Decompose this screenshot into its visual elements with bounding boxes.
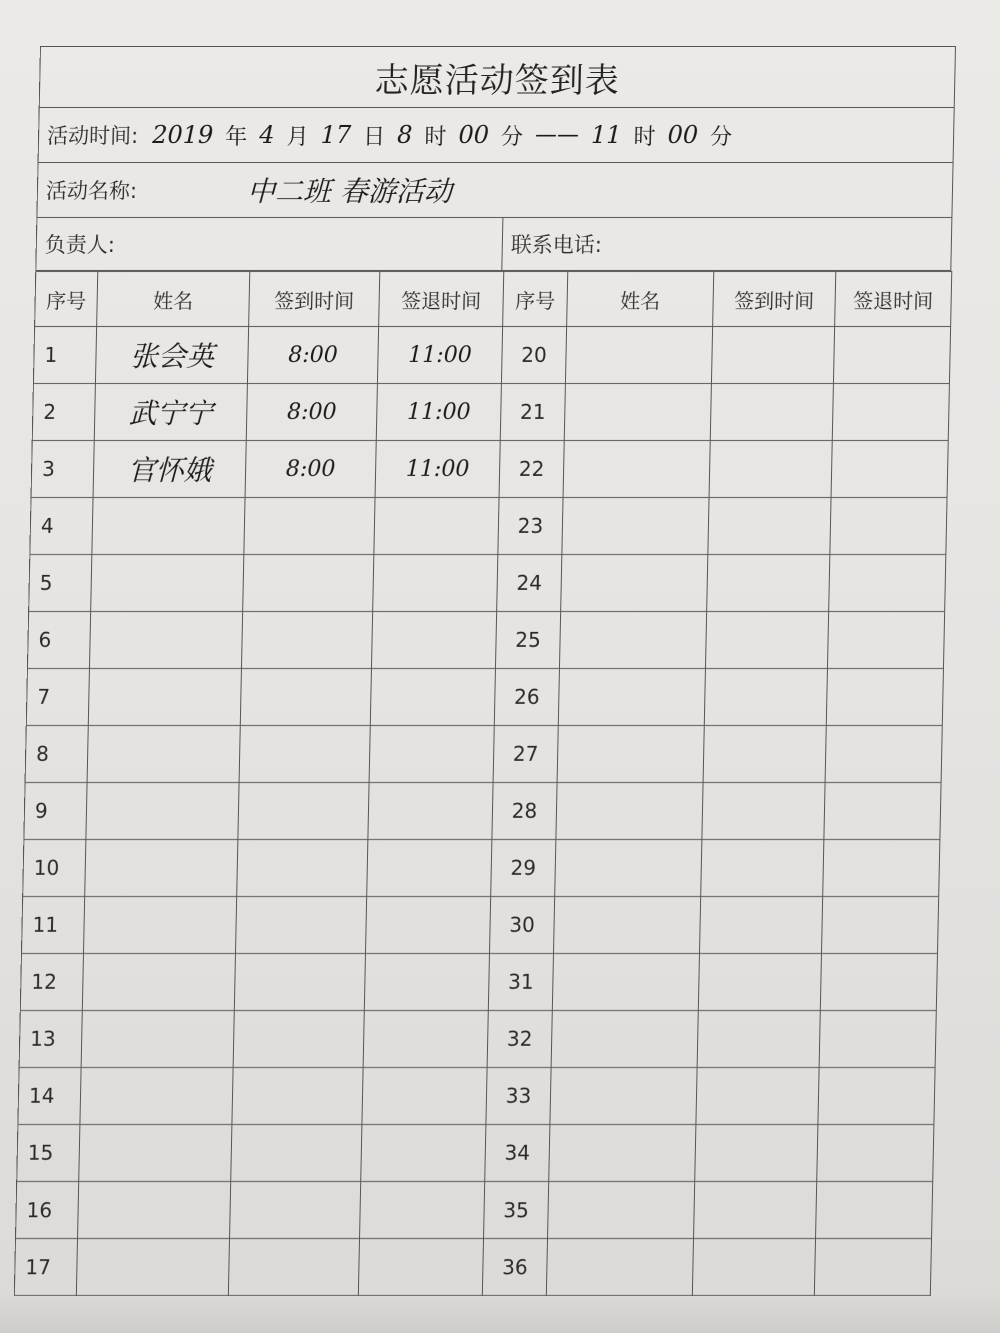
header-left-signin: 签到时间 [249, 272, 380, 327]
right-signout-time [816, 1182, 933, 1239]
sign-in-table [14, 271, 952, 1296]
right-volunteer-name [555, 840, 702, 897]
volunteer-name [80, 1068, 233, 1125]
table-row [23, 840, 940, 897]
table-row [33, 327, 950, 384]
signin-time [235, 897, 366, 954]
table-row [30, 498, 947, 555]
activity-name-value: 中二班 春游活动 [246, 175, 453, 208]
right-signout-time [823, 840, 940, 897]
right-signin-time [711, 327, 834, 384]
right-volunteer-name [562, 498, 709, 555]
right-signout-time [827, 612, 944, 669]
right-signout-time [821, 897, 938, 954]
volunteer-name [81, 1011, 234, 1068]
month-value: 4 [259, 121, 275, 149]
year-unit: 年 [224, 124, 248, 150]
signout-time [365, 897, 490, 954]
left-row-number: 17 [14, 1239, 77, 1296]
volunteer-name [83, 897, 236, 954]
right-signout-time [826, 669, 943, 726]
right-volunteer-name [557, 726, 704, 783]
right-volunteer-name [563, 441, 710, 498]
left-row-number: 2 [32, 384, 95, 441]
right-signin-time [702, 783, 825, 840]
right-row-number: 29 [491, 840, 556, 897]
signin-time: 8:00 [246, 384, 377, 441]
left-row-number: 7 [26, 669, 89, 726]
table-row [31, 441, 948, 498]
signin-time [228, 1239, 359, 1296]
signin-time [244, 498, 375, 555]
right-signin-time [704, 669, 827, 726]
table-row [24, 783, 941, 840]
left-row-number: 14 [18, 1068, 81, 1125]
right-row-number: 34 [485, 1125, 550, 1182]
right-volunteer-name [546, 1239, 693, 1296]
right-volunteer-name [556, 783, 703, 840]
right-volunteer-name [558, 669, 705, 726]
volunteer-name [92, 498, 245, 555]
volunteer-name [87, 726, 240, 783]
start-min-unit: 分 [500, 124, 524, 150]
left-row-number: 13 [19, 1011, 82, 1068]
right-row-number: 27 [493, 726, 558, 783]
signout-time [369, 726, 494, 783]
left-row-number: 10 [23, 840, 86, 897]
activity-time-row [38, 108, 955, 163]
signin-time: 8:00 [245, 441, 376, 498]
table-row [16, 1182, 933, 1239]
left-row-number: 11 [21, 897, 84, 954]
volunteer-name: 张会英 [95, 327, 248, 384]
right-row-number: 35 [484, 1182, 549, 1239]
signin-time [237, 840, 368, 897]
activity-time-value [152, 120, 733, 151]
right-row-number: 21 [500, 384, 565, 441]
signin-time [241, 612, 372, 669]
right-signout-time [819, 1011, 936, 1068]
right-volunteer-name [549, 1125, 696, 1182]
right-signin-time [699, 897, 822, 954]
signout-time [363, 1011, 488, 1068]
volunteer-name: 武宁宁 [94, 384, 247, 441]
sheet-title: 志愿活动签到表 [39, 46, 956, 108]
day-value: 17 [320, 121, 352, 149]
signout-time [362, 1068, 487, 1125]
table-row [25, 726, 942, 783]
volunteer-name [89, 612, 242, 669]
signout-time: 11:00 [377, 327, 502, 384]
right-row-number: 30 [489, 897, 554, 954]
signin-time: 8:00 [247, 327, 378, 384]
signout-time [360, 1182, 485, 1239]
signin-time [238, 783, 369, 840]
contact-row [35, 218, 952, 271]
right-signout-time [814, 1239, 931, 1296]
signout-time [371, 612, 496, 669]
page-shadow [0, 1293, 1000, 1333]
header-left-name: 姓名 [97, 272, 250, 327]
start-hour-value: 8 [396, 121, 413, 149]
volunteer-name: 官怀娥 [93, 441, 246, 498]
table-row [21, 897, 938, 954]
activity-name-row [36, 163, 953, 218]
volunteer-name [91, 555, 244, 612]
left-row-number: 12 [20, 954, 83, 1011]
table-row [14, 1239, 931, 1296]
signin-time [234, 954, 365, 1011]
right-volunteer-name [548, 1182, 695, 1239]
left-row-number: 4 [30, 498, 93, 555]
right-signin-time [697, 1011, 820, 1068]
signout-time [364, 954, 489, 1011]
header-left-no: 序号 [35, 272, 98, 327]
signin-time [232, 1068, 363, 1125]
time-dash: —— [534, 122, 580, 148]
right-signin-time [705, 612, 828, 669]
table-row [29, 555, 946, 612]
right-row-number: 28 [492, 783, 557, 840]
right-signin-time [710, 384, 833, 441]
sign-in-sheet [14, 46, 956, 1296]
right-signout-time [825, 726, 942, 783]
left-row-number: 3 [31, 441, 94, 498]
right-signout-time [829, 555, 946, 612]
right-row-number: 24 [497, 555, 562, 612]
table-row [26, 669, 943, 726]
right-volunteer-name [551, 1011, 698, 1068]
right-signin-time [703, 726, 826, 783]
right-signin-time [701, 840, 824, 897]
left-row-number: 1 [33, 327, 96, 384]
right-volunteer-name [550, 1068, 697, 1125]
right-row-number: 23 [498, 498, 563, 555]
right-signout-time [831, 441, 948, 498]
right-row-number: 25 [495, 612, 560, 669]
signin-time [231, 1125, 362, 1182]
right-signin-time [694, 1182, 817, 1239]
table-row [32, 384, 949, 441]
right-row-number: 32 [487, 1011, 552, 1068]
header-right-no: 序号 [503, 272, 568, 327]
right-signin-time [696, 1068, 819, 1125]
right-signout-time [833, 327, 950, 384]
header-left-signout: 签退时间 [379, 272, 504, 327]
right-signin-time [692, 1239, 815, 1296]
month-unit: 月 [286, 124, 309, 150]
volunteer-name [79, 1125, 232, 1182]
right-signin-time [709, 441, 832, 498]
day-unit: 日 [362, 124, 386, 150]
signout-time: 11:00 [375, 441, 500, 498]
right-volunteer-name [564, 384, 711, 441]
right-row-number: 22 [499, 441, 564, 498]
right-volunteer-name [565, 327, 712, 384]
right-signout-time [818, 1068, 935, 1125]
right-row-number: 26 [494, 669, 559, 726]
header-right-signout: 签退时间 [835, 272, 952, 327]
left-row-number: 9 [24, 783, 87, 840]
signout-time [368, 783, 493, 840]
right-signin-time [707, 555, 830, 612]
table-row [17, 1125, 934, 1182]
volunteer-name [78, 1182, 231, 1239]
signin-time [233, 1011, 364, 1068]
right-signout-time [817, 1125, 934, 1182]
end-hour-value: 11 [590, 121, 622, 149]
volunteer-name [85, 840, 238, 897]
signin-time [240, 669, 371, 726]
right-volunteer-name [552, 954, 699, 1011]
right-signin-time [698, 954, 821, 1011]
right-signout-time [820, 954, 937, 1011]
end-min-value: 00 [667, 121, 699, 149]
left-row-number: 15 [17, 1125, 80, 1182]
table-row [27, 612, 944, 669]
right-row-number: 20 [501, 327, 566, 384]
right-volunteer-name [561, 555, 708, 612]
end-min-unit: 分 [709, 124, 733, 150]
signout-time [361, 1125, 486, 1182]
volunteer-name [86, 783, 239, 840]
right-row-number: 33 [486, 1068, 551, 1125]
contact-phone-label: 联系电话: [510, 233, 603, 257]
volunteer-name [88, 669, 241, 726]
header-right-signin: 签到时间 [713, 272, 836, 327]
signout-time [374, 498, 499, 555]
signin-time [243, 555, 374, 612]
left-row-number: 5 [29, 555, 92, 612]
volunteer-name [82, 954, 235, 1011]
end-hour-unit: 时 [633, 124, 656, 150]
signout-time [367, 840, 492, 897]
right-signout-time [832, 384, 949, 441]
activity-time-label: 活动时间: [46, 124, 139, 148]
table-row [20, 954, 937, 1011]
right-row-number: 31 [488, 954, 553, 1011]
right-row-number: 36 [482, 1239, 547, 1296]
header-right-name: 姓名 [567, 272, 714, 327]
signin-time [239, 726, 370, 783]
right-signout-time [830, 498, 947, 555]
signout-time: 11:00 [376, 384, 501, 441]
person-in-charge-label: 负责人: [36, 218, 503, 270]
signout-time [370, 669, 495, 726]
year-value: 2019 [151, 121, 214, 149]
activity-name-label: 活动名称: [45, 179, 138, 203]
start-min-value: 00 [458, 121, 490, 149]
start-hour-unit: 时 [424, 124, 447, 150]
table-row [18, 1068, 935, 1125]
signout-time [358, 1239, 483, 1296]
right-signout-time [824, 783, 941, 840]
table-header-row [35, 272, 952, 327]
right-signin-time [708, 498, 831, 555]
left-row-number: 16 [16, 1182, 79, 1239]
left-row-number: 8 [25, 726, 88, 783]
right-signin-time [695, 1125, 818, 1182]
right-volunteer-name [553, 897, 700, 954]
right-volunteer-name [559, 612, 706, 669]
signin-time [230, 1182, 361, 1239]
left-row-number: 6 [27, 612, 90, 669]
volunteer-name [76, 1239, 229, 1296]
signout-time [373, 555, 498, 612]
table-row [19, 1011, 936, 1068]
